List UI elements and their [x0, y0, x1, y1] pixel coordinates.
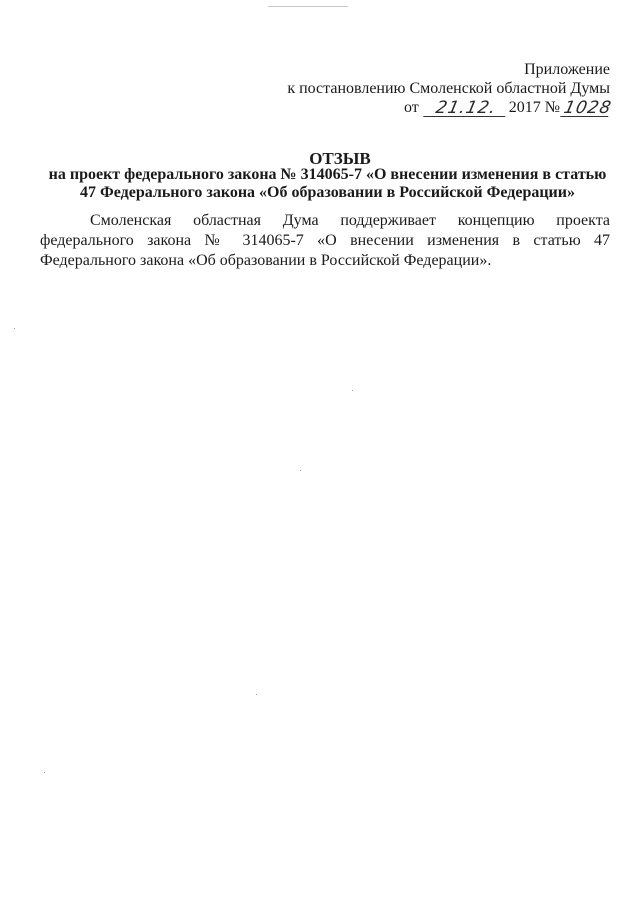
appendix-year-label: 2017 №	[508, 99, 560, 116]
handwritten-date: 21.12.	[423, 100, 509, 117]
document-subtitle: на проект федерального закона № 314065-7 «О внесении изменения в статью 47 Федерального закона «Об образовании в Российской Федерации»	[48, 166, 607, 201]
scan-speck	[256, 694, 257, 695]
appendix-date-row	[403, 98, 614, 118]
scan-speck	[14, 328, 15, 329]
scan-artifact-line	[268, 6, 348, 7]
appendix-date-line	[230, 98, 614, 118]
document-body-paragraph: Смоленская областная Дума поддерживает концепцию проекта федерального закона № 314065-7 «О внесении изменения в статью 47 Федерального закона «Об образовании в Российской Федерации».	[40, 212, 610, 269]
scan-speck	[352, 390, 353, 391]
appendix-resolution-line: к постановлению Смоленской областной Думы	[287, 80, 610, 97]
document-title: ОТЗЫВ	[309, 149, 371, 168]
scan-speck	[300, 470, 301, 471]
appendix-label: Приложение	[524, 61, 610, 78]
appendix-header	[230, 60, 614, 118]
handwritten-number: 1028	[561, 98, 614, 118]
appendix-from-label: от	[403, 99, 419, 116]
scan-speck	[44, 772, 45, 773]
